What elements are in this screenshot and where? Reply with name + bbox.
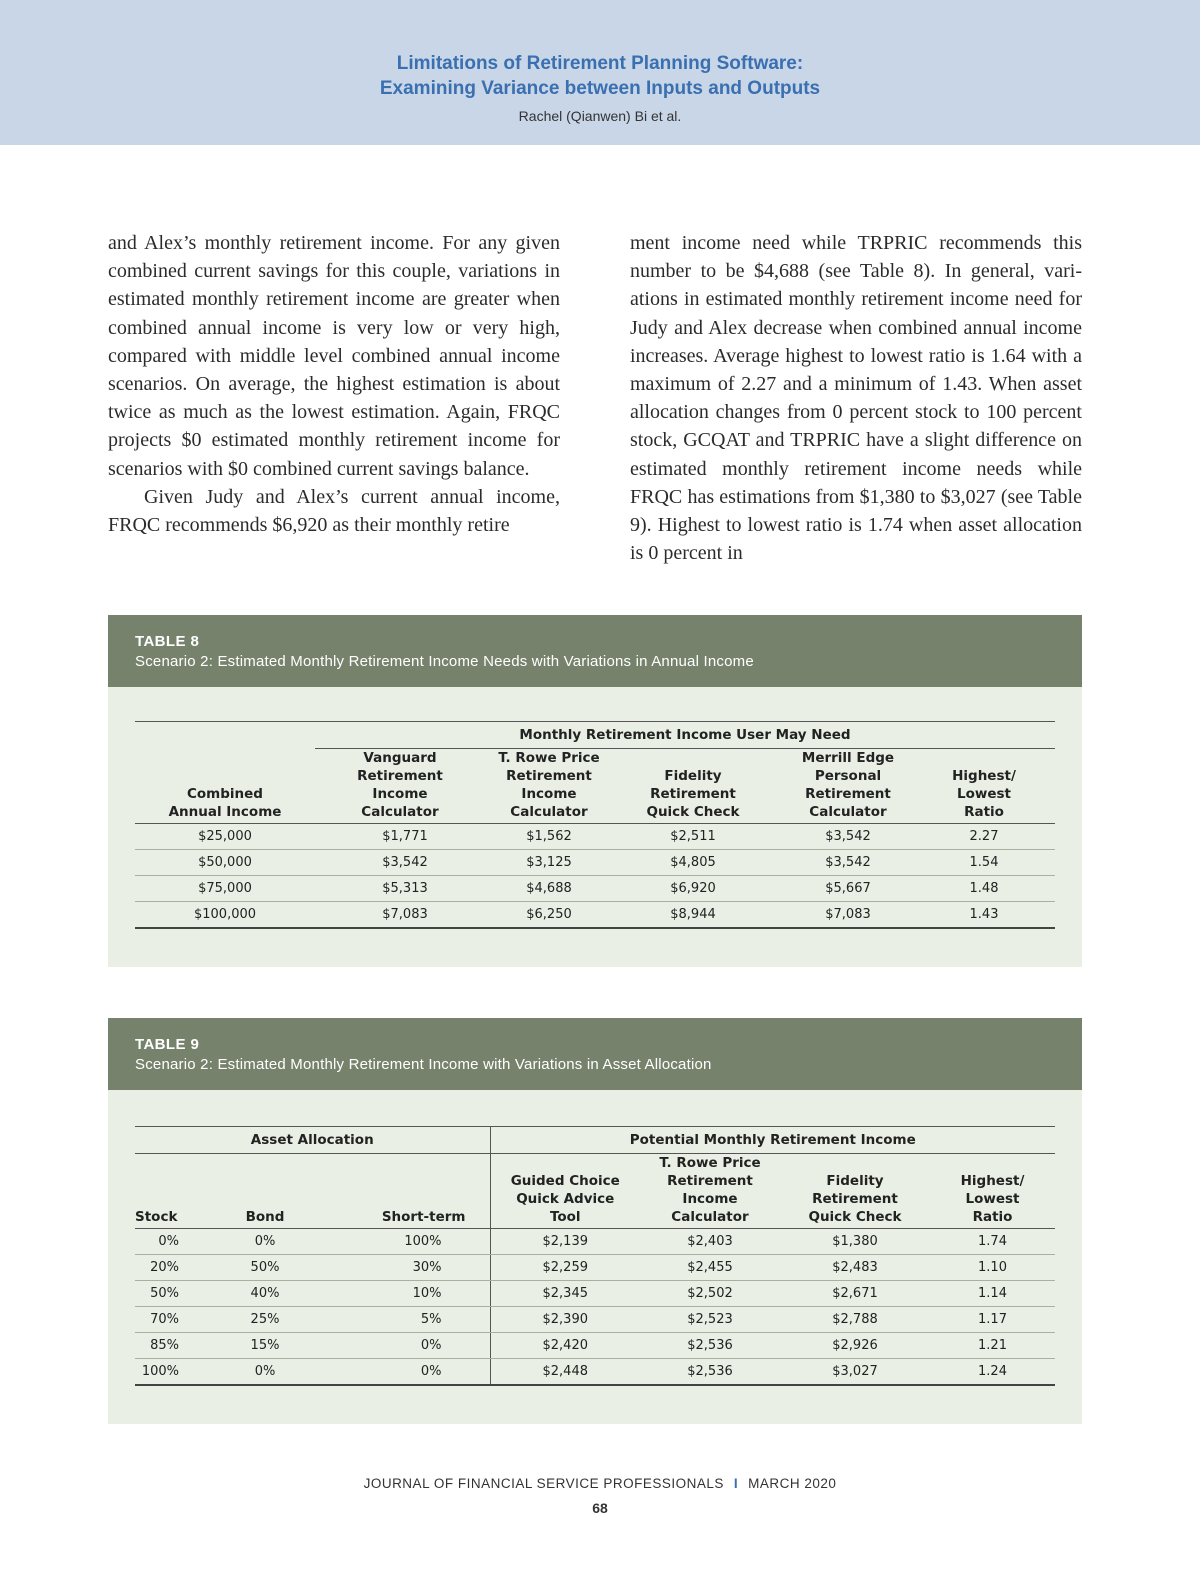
table-row: 20% 50% 30% $2,259 $2,455 $2,483 1.10 (135, 1255, 1055, 1281)
body-column-left (108, 229, 560, 539)
table-row: $75,000 $5,313 $4,688 $6,920 $5,667 1.48 (135, 876, 1055, 902)
table-8-col-combined-income: Combined Annual Income (135, 749, 315, 824)
table-9-number: TABLE 9 (135, 1036, 200, 1053)
table-8-col-ratio: Highest/ Lowest Ratio (913, 749, 1055, 824)
table-9-col-guided-choice: Guided Choice Quick Advice Tool (490, 1154, 640, 1229)
table-9-group-asset-allocation: Asset Allocation (135, 1127, 490, 1154)
table-row: 70% 25% 5% $2,390 $2,523 $2,788 1.17 (135, 1307, 1055, 1333)
table-row: 0% 0% 100% $2,139 $2,403 $1,380 1.74 (135, 1229, 1055, 1255)
body-column-right (630, 229, 1082, 567)
page-number: 68 (592, 1500, 608, 1516)
article-title-line1: Limitations of Retirement Planning Software: (396, 53, 804, 74)
body-paragraph: and Alex’s monthly retirement income. For any given combined current savings for this couple, variations in estimated monthly retirement income are greater when combined annual income is very low or very high, compared with middle level combined annual income scenarios. On average, the highest estimation is about twice as much as the lowest estimation. Again, FRQC projects $0 estimated monthly retirement income for scenarios with $0 combined current savings balance. (108, 232, 560, 480)
table-9-caption: Scenario 2: Estimated Monthly Retirement Income with Variations in Asset Allocation (135, 1056, 712, 1073)
table-9 (108, 1018, 1082, 1424)
issue-date: MARCH 2020 (748, 1476, 837, 1491)
table-row: $25,000 $1,771 $1,562 $2,511 $3,542 2.27 (135, 824, 1055, 850)
article-author: Rachel (Qianwen) Bi et al. (518, 108, 682, 124)
table-8-col-trowe: T. Rowe Price Retirement Income Calculator (495, 749, 603, 824)
table-9-col-stock: Stock (135, 1154, 225, 1229)
table-row: 100% 0% 0% $2,448 $2,536 $3,027 1.24 (135, 1359, 1055, 1386)
table-row: 50% 40% 10% $2,345 $2,502 $2,671 1.14 (135, 1281, 1055, 1307)
article-title-line2: Examining Variance between Inputs and Outputs (379, 78, 821, 99)
running-header (0, 0, 1200, 145)
table-8-grid (135, 721, 1055, 929)
table-9-col-trowe: T. Rowe Price Retirement Income Calculator (640, 1154, 780, 1229)
table-9-grid (135, 1126, 1055, 1386)
table-8-group-header: Monthly Retirement Income User May Need (315, 722, 1055, 749)
table-8-caption: Scenario 2: Estimated Monthly Retirement Income Needs with Variations in Annual Income (135, 653, 754, 670)
table-8-header (108, 615, 1082, 687)
table-8-number: TABLE 8 (135, 633, 200, 650)
table-8-col-merrill: Merrill Edge Personal Retirement Calculator (783, 749, 913, 824)
table-9-header (108, 1018, 1082, 1090)
table-9-col-short-term: Short-term (325, 1154, 490, 1229)
table-8-col-fidelity: Fidelity Retirement Quick Check (603, 749, 783, 824)
body-paragraph: Given Judy and Alex’s current annual income, FRQC recommends $6,920 as their monthly retire (108, 485, 560, 537)
table-row: 85% 15% 0% $2,420 $2,536 $2,926 1.21 (135, 1333, 1055, 1359)
journal-name: JOURNAL OF FINANCIAL SERVICE PROFESSIONALS (363, 1476, 724, 1491)
table-9-group-potential-income: Potential Monthly Retirement Income (490, 1127, 1055, 1154)
table-9-col-fidelity: Fidelity Retirement Quick Check (780, 1154, 930, 1229)
footer-separator: I (733, 1476, 739, 1491)
table-8 (108, 615, 1082, 967)
table-row: $50,000 $3,542 $3,125 $4,805 $3,542 1.54 (135, 850, 1055, 876)
running-footer (0, 1476, 1200, 1491)
table-9-col-ratio: Highest/ Lowest Ratio (930, 1154, 1055, 1229)
table-9-col-bond: Bond (225, 1154, 325, 1229)
table-8-col-vanguard: Vanguard Retirement Income Calculator (315, 749, 495, 824)
body-paragraph: ment income need while TRPRIC recommends this number to be $4,688 (see Table 8). In general, variations in estimated monthly retirement income need for Judy and Alex decrease when combined annual income increases. Average highest to lowest ratio is 1.64 with a maximum of 2.27 and a minimum of 1.43. When asset allocation changes from 0 percent stock to 100 percent stock, GCQAT and TRPRIC have a slight difference on estimated monthly retirement income needs while FRQC has estimations from $1,380 to $3,027 (see Table 9). Highest to lowest ratio is 1.74 when asset allocation is 0 percent in (630, 232, 1082, 565)
table-row: $100,000 $7,083 $6,250 $8,944 $7,083 1.43 (135, 902, 1055, 929)
